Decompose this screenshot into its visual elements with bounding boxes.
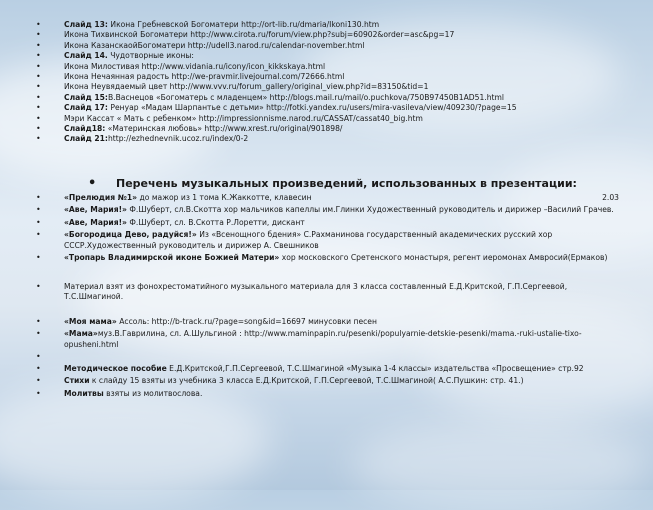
list-item (36, 82, 616, 92)
list-item-text: Икона Гребневской Богоматери http://ort-lib.ru/dmaria/Ikoni130.htm (107, 20, 380, 29)
list-item-text: В.Васнецов «Богоматерь с младенцем» http://blogs.mail.ru/mail/o.puchkova/750B97450B1AD51.html (107, 92, 505, 102)
music-list (36, 193, 621, 265)
list-item (36, 329, 621, 350)
list-item-text: взяты из молитвослова. (103, 388, 203, 398)
list-item-text: Из «Всенощного бдения» С.Рахманинова государственный академических русский хор СССР.Художественный руководитель и дирижер А. Свешников (64, 230, 553, 250)
list-item (36, 93, 616, 103)
list-item-text: до мажор из 1 тома К.Жаккотте, клавесин (137, 193, 312, 202)
list-item-text: Мэри Кассат « Мать с ребенком» http://impressionnisme.narod.ru/CASSAT/cassat40_big.htm (64, 113, 423, 123)
note-title: «Моя мама» (64, 316, 117, 326)
music-section-heading: • Перечень музыкальных произведений, использованных в презентации: (88, 177, 653, 190)
music-title: «Аве, Мария!» (64, 217, 127, 227)
list-item-text: муз.В.Гаврилина, сл. А.Шульгиной : http://www.maminpapin.ru/pesenki/populyarnie-detskie-pesenki/mama.-ruki-ustalie-tixo-opusheni.html (64, 329, 582, 349)
list-item (36, 20, 616, 30)
list-item-text: Ф.Шуберт, сл.В.Скотта хор мальчиков капеллы им.Глинки Художественный руководитель и дирижер –Василий Грачев. (126, 205, 614, 215)
music-title: «Богородица Дево, радуйся!» (64, 230, 197, 240)
music-title: «Прелюдия №1» (64, 193, 138, 202)
slide-label: Слайд 14. (64, 51, 108, 61)
slide-label: Слайд 13: (64, 20, 108, 29)
list-item (36, 364, 621, 374)
image-sources-list (36, 20, 616, 145)
list-item (36, 114, 616, 124)
list-item-text: http://ezhednevnik.ucoz.ru/index/0-2 (107, 134, 249, 144)
list-item (36, 134, 616, 144)
list-item-text: Материал взят из фонохрестоматийного музыкального материала для 3 класса составленный Е.Д.Критской, Г.П.Сергеевой, Т.С.Шмагиной. (64, 282, 568, 302)
list-item (36, 30, 616, 40)
list-item-text: Икона Тихвинской Богоматери http://www.cirota.ru/forum/view.php?subj=60902&order=asc&pg=17 (64, 30, 455, 40)
list-item (36, 389, 621, 399)
list-item-text: Ренуар «Мадам Шарпантье с детьми» http://fotki.yandex.ru/users/mira-vasileva/view/409230/?page=15 (107, 103, 517, 113)
slide-label: Слайд 15: (64, 92, 108, 102)
list-item-text: «Материнская любовь» http://www.xrest.ru/original/901898/ (105, 124, 343, 134)
music-title: «Аве, Мария!» (64, 205, 127, 215)
list-item (36, 352, 621, 362)
note-title: «Мама» (64, 329, 98, 339)
list-item-text: Чудотворные иконы: (107, 51, 194, 61)
duration-label: 2.03 (602, 193, 619, 202)
list-item (36, 282, 621, 303)
notes-list (36, 282, 621, 401)
list-item (36, 124, 616, 134)
list-item-text: к слайду 15 взяты из учебника 3 класса Е.Д.Критской, Г.П.Сергеевой, Т.С.Шмагиной( А.С.Пушкин: стр. 41.) (89, 376, 524, 386)
list-item (36, 72, 616, 82)
list-item (36, 103, 616, 113)
list-item-text: Е.Д.Критской,Г.П.Сергеевой, Т.С.Шмагиной «Музыка 1-4 классы» издательства «Просвещение» стр.92 (166, 364, 584, 374)
list-item-text: Ф.Шуберт, сл. В.Скотта Р.Лоретти, дискант (126, 217, 305, 227)
list-item (36, 218, 621, 228)
list-item (36, 41, 616, 51)
list-item (36, 317, 621, 327)
list-item-text: Икона Нечаянная радость http://we-pravmir.livejournal.com/72666.html (64, 72, 345, 82)
list-item (36, 376, 621, 386)
list-item-text: Икона КазанскаойБогоматери http://udell3.narod.ru/calendar-november.html (64, 40, 365, 50)
note-title: Методическое пособие (64, 364, 167, 374)
list-item (36, 253, 621, 263)
list-item (36, 62, 616, 72)
list-item-text: Икона Милостивая http://www.vidania.ru/icony/icon_kikkskaya.html (64, 61, 326, 71)
slide-label: Слайд 17: (64, 103, 108, 113)
list-item-text: Икона Неувядаемый цвет http://www.vvv.ru/forum_gallery/original_view.php?id=83150&tid=1 (64, 82, 429, 92)
list-item-text: Ассоль: http://b-track.ru/?page=song&id=16697 минусовки песен (116, 316, 377, 326)
note-title: Стихи (64, 376, 90, 386)
slide-label: Слайд18: (64, 124, 106, 134)
music-title: «Тропарь Владимирской иконе Божией Матери» (64, 253, 280, 263)
list-item (36, 51, 616, 61)
list-item (36, 205, 621, 215)
slide-label: Слайд 21: (64, 134, 108, 144)
list-item (36, 230, 621, 251)
list-item-text: хор московского Сретенского монастыря, регент иеромонах Амвросий(Ермаков) (279, 253, 608, 263)
note-title: Молитвы (64, 388, 104, 398)
list-item (36, 193, 621, 203)
